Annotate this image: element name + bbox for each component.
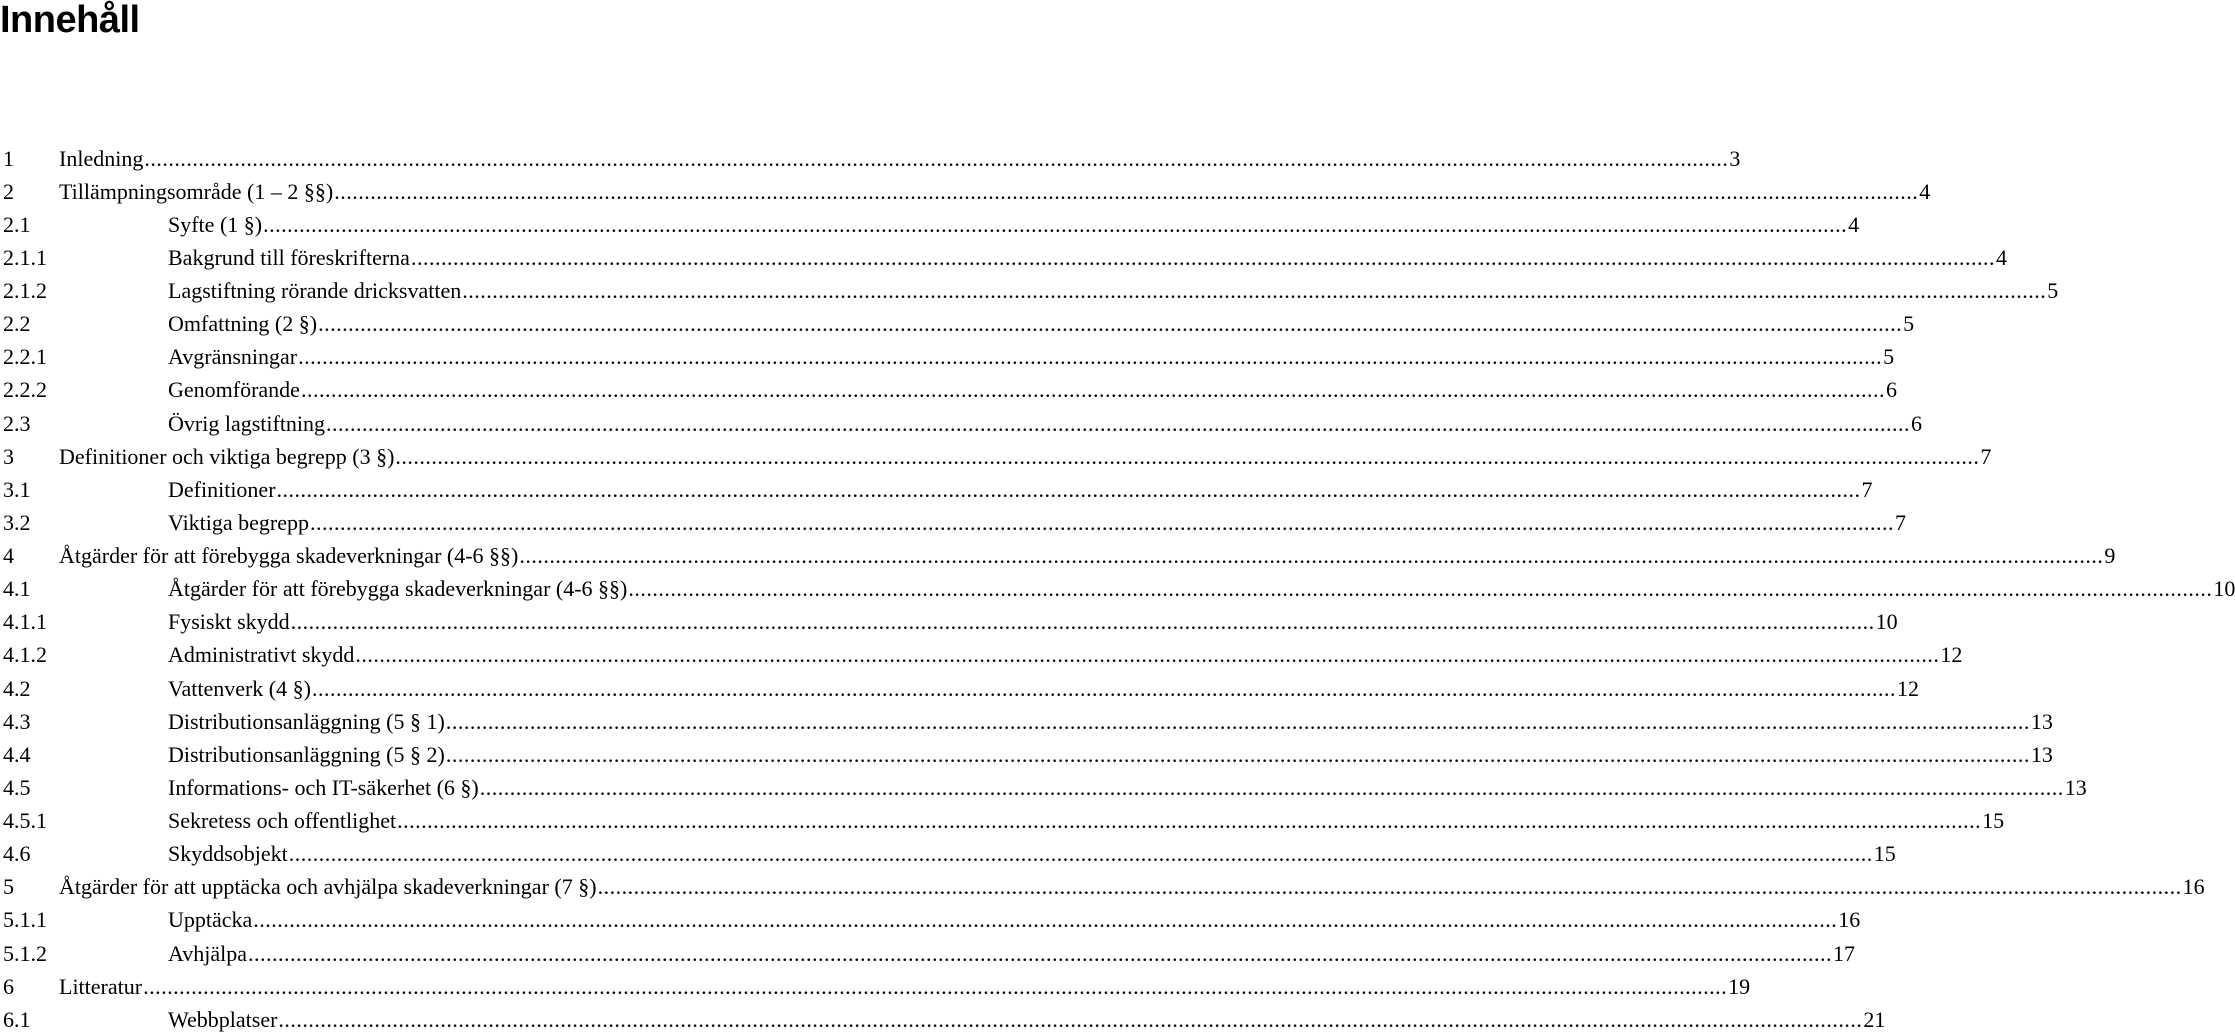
- toc-entry[interactable]: [0, 1003, 1886, 1036]
- toc-entry-page: 17: [1833, 940, 1856, 966]
- toc-entry-page: 16: [2182, 874, 2205, 900]
- toc-entry[interactable]: [0, 937, 1856, 970]
- toc-entry-page: 3: [1729, 145, 1741, 171]
- toc-entry-title: Lagstiftning rörande dricksvatten: [168, 278, 462, 304]
- toc-leader-dots: [300, 377, 1886, 403]
- toc-entry-title: Syfte (1 §): [168, 211, 263, 237]
- toc-entry-body: [168, 937, 1856, 970]
- toc-entry-body: [168, 407, 1923, 440]
- toc-entry-body: [168, 308, 1915, 341]
- toc-leader-dots: [325, 411, 1911, 437]
- toc-entry-title: Definitioner: [168, 476, 276, 502]
- toc-entry-number: 1: [3, 145, 14, 171]
- toc-entry-body: [168, 473, 1873, 506]
- toc-entry-body: [168, 573, 2235, 606]
- toc-entry-number: 5.1.1: [3, 907, 47, 933]
- toc-leader-dots: [627, 576, 2213, 602]
- toc-entry-number: 4: [3, 543, 14, 569]
- toc-entry-title: Åtgärder för att förebygga skadeverkningar (4-6 §§): [59, 543, 519, 569]
- toc-entry-title: Definitioner och viktiga begrepp (3 §): [59, 443, 395, 469]
- toc-entry-page: 4: [1919, 178, 1931, 204]
- toc-entry-page: 6: [1885, 377, 1897, 403]
- toc-entry[interactable]: [0, 374, 1897, 407]
- toc-entry[interactable]: [0, 142, 1741, 175]
- toc-entry-number: 3.2: [3, 509, 31, 535]
- toc-entry-page: 12: [1940, 642, 1963, 668]
- toc-entry-page: 4: [1995, 244, 2007, 270]
- toc-entry-title: Avhjälpa: [168, 940, 248, 966]
- toc-entry-number: 6.1: [3, 1006, 31, 1032]
- toc-entry-title: Webbplatser: [168, 1006, 278, 1032]
- toc-entry-title: Genomförande: [168, 377, 300, 403]
- toc-entry-body: [59, 142, 1741, 175]
- toc-entry-number: 4.5: [3, 774, 31, 800]
- toc-entry-body: [168, 672, 1919, 705]
- toc-entry-title: Distributionsanläggning (5 § 2): [168, 741, 445, 767]
- toc-entry[interactable]: [0, 672, 1919, 705]
- toc-entry-title: Avgränsningar: [168, 344, 298, 370]
- toc-entry[interactable]: [0, 838, 1896, 871]
- toc-entry[interactable]: [0, 738, 2053, 771]
- toc-entry[interactable]: [0, 771, 2087, 804]
- toc-leader-dots: [252, 907, 1838, 933]
- toc-entry-body: [168, 606, 1898, 639]
- toc-entry-body: [168, 639, 1963, 672]
- toc-entry-number: 5.1.2: [3, 940, 47, 966]
- toc-entry-title: Fysiskt skydd: [168, 609, 290, 635]
- toc-entry-page: 6: [1911, 410, 1923, 436]
- toc-leader-dots: [333, 179, 1919, 205]
- toc-entry[interactable]: [0, 341, 1895, 374]
- toc-entry-number: 2.3: [3, 410, 31, 436]
- toc-leader-dots: [518, 543, 2104, 569]
- toc-entry-title: Bakgrund till föreskrifterna: [168, 244, 410, 270]
- toc-leader-dots: [309, 510, 1895, 536]
- toc-entry-page: 16: [1838, 907, 1861, 933]
- toc-entry-title: Vattenverk (4 §): [168, 675, 311, 701]
- toc-entry[interactable]: [0, 705, 2053, 738]
- toc-entry-number: 2: [3, 178, 14, 204]
- toc-entry-page: 13: [2030, 708, 2053, 734]
- toc-entry-page: 7: [1980, 443, 1992, 469]
- toc-entry-body: [168, 208, 1860, 241]
- toc-leader-dots: [461, 278, 2047, 304]
- toc-leader-dots: [445, 709, 2031, 735]
- toc-leader-dots: [297, 344, 1883, 370]
- toc-entry-page: 21: [1863, 1006, 1886, 1032]
- toc-entry-page: 7: [1895, 509, 1907, 535]
- toc-entry-title: Distributionsanläggning (5 § 1): [168, 708, 445, 734]
- toc-entry-title: Litteratur: [59, 973, 143, 999]
- toc-entry[interactable]: [0, 407, 1923, 440]
- toc-entry[interactable]: [0, 540, 2116, 573]
- toc-entry-body: [168, 738, 2053, 771]
- toc-entry[interactable]: [0, 440, 1992, 473]
- toc-entry-number: 2.2.1: [3, 344, 47, 370]
- toc-entry-body: [168, 275, 2059, 308]
- toc-entry-title: Tillämpningsområde (1 – 2 §§): [59, 178, 334, 204]
- toc-entry-body: [168, 241, 2007, 274]
- toc-entry-body: [59, 440, 1992, 473]
- toc-entry-page: 5: [1883, 344, 1895, 370]
- toc-leader-dots: [354, 642, 1940, 668]
- toc-leader-dots: [311, 676, 1897, 702]
- toc-entry-body: [168, 341, 1895, 374]
- toc-entry-title: Åtgärder för att upptäcka och avhjälpa skadeverkningar (7 §): [59, 874, 597, 900]
- toc-leader-dots: [445, 742, 2031, 768]
- toc-leader-dots: [262, 212, 1848, 238]
- toc-leader-dots: [247, 941, 1833, 967]
- toc-entry[interactable]: [0, 241, 2007, 274]
- toc-entry-number: 2.1.1: [3, 244, 47, 270]
- toc-entry-number: 3.1: [3, 476, 31, 502]
- toc-entry-body: [59, 871, 2205, 904]
- toc-entry-page: 7: [1861, 476, 1873, 502]
- toc-entry-title: Omfattning (2 §): [168, 311, 318, 337]
- toc-entry[interactable]: [0, 573, 2235, 606]
- toc-entry-body: [59, 540, 2116, 573]
- toc-entry-page: 10: [2213, 576, 2235, 602]
- toc-entry[interactable]: [0, 506, 1907, 539]
- toc-entry-number: 2.1: [3, 211, 31, 237]
- toc-leader-dots: [394, 444, 1980, 470]
- toc-entry-body: [168, 705, 2053, 738]
- toc-leader-dots: [288, 841, 1874, 867]
- toc-entry-title: Sekretess och offentlighet: [168, 808, 397, 834]
- toc-entry[interactable]: [0, 208, 1860, 241]
- table-of-contents: [0, 142, 2235, 1036]
- toc-entry-number: 2.1.2: [3, 278, 47, 304]
- toc-entry-title: Upptäcka: [168, 907, 253, 933]
- toc-entry[interactable]: [0, 871, 2205, 904]
- toc-entry-body: [59, 175, 1931, 208]
- toc-leader-dots: [277, 1007, 1863, 1033]
- toc-entry-title: Övrig lagstiftning: [168, 410, 326, 436]
- toc-entry-title: Åtgärder för att förebygga skadeverkningar (4-6 §§): [168, 576, 628, 602]
- toc-leader-dots: [479, 775, 2065, 801]
- toc-entry-body: [168, 838, 1896, 871]
- page-title: Innehåll: [0, 0, 140, 41]
- toc-entry[interactable]: [0, 275, 2059, 308]
- toc-entry-page: 5: [1903, 311, 1915, 337]
- toc-entry[interactable]: [0, 970, 1751, 1003]
- toc-entry-title: Viktiga begrepp: [168, 509, 310, 535]
- toc-entry-number: 4.4: [3, 741, 31, 767]
- toc-entry-number: 2.2.2: [3, 377, 47, 403]
- toc-entry-number: 4.6: [3, 841, 31, 867]
- toc-leader-dots: [317, 311, 1903, 337]
- toc-entry[interactable]: [0, 473, 1873, 506]
- toc-entry-number: 4.5.1: [3, 808, 47, 834]
- toc-entry-number: 4.1: [3, 576, 31, 602]
- toc-entry-page: 4: [1848, 211, 1860, 237]
- toc-entry-number: 4.3: [3, 708, 31, 734]
- toc-entry-number: 5: [3, 874, 14, 900]
- toc-entry-body: [168, 506, 1907, 539]
- toc-entry-title: Administrativt skydd: [168, 642, 355, 668]
- toc-leader-dots: [143, 146, 1729, 172]
- toc-entry-title: Skyddsobjekt: [168, 841, 288, 867]
- toc-entry-body: [59, 970, 1751, 1003]
- toc-leader-dots: [290, 609, 1876, 635]
- toc-entry-number: 4.1.2: [3, 642, 47, 668]
- toc-entry-page: 9: [2104, 543, 2116, 569]
- toc-entry-body: [168, 904, 1861, 937]
- toc-entry[interactable]: [0, 639, 1963, 672]
- toc-leader-dots: [410, 245, 1996, 271]
- toc-leader-dots: [396, 808, 1982, 834]
- toc-entry-body: [168, 805, 2005, 838]
- toc-leader-dots: [597, 874, 2183, 900]
- toc-entry-number: 2.2: [3, 311, 31, 337]
- toc-entry-number: 6: [3, 973, 14, 999]
- toc-entry-number: 3: [3, 443, 14, 469]
- toc-entry[interactable]: [0, 308, 1915, 341]
- toc-entry-body: [168, 374, 1897, 407]
- toc-entry-page: 13: [2064, 774, 2087, 800]
- toc-entry[interactable]: [0, 805, 2005, 838]
- toc-entry-page: 10: [1875, 609, 1898, 635]
- toc-entry-page: 13: [2030, 741, 2053, 767]
- toc-entry[interactable]: [0, 904, 1861, 937]
- toc-entry-page: 12: [1896, 675, 1919, 701]
- toc-entry-body: [168, 771, 2087, 804]
- toc-leader-dots: [142, 974, 1728, 1000]
- toc-entry-body: [168, 1003, 1886, 1036]
- toc-entry-page: 15: [1982, 808, 2005, 834]
- toc-entry-title: Informations- och IT-säkerhet (6 §): [168, 774, 479, 800]
- toc-entry-number: 4.2: [3, 675, 31, 701]
- toc-entry-page: 5: [2047, 278, 2059, 304]
- toc-leader-dots: [276, 477, 1862, 503]
- toc-entry-number: 4.1.1: [3, 609, 47, 635]
- toc-entry-title: Inledning: [59, 145, 144, 171]
- toc-entry-page: 19: [1728, 973, 1751, 999]
- toc-entry[interactable]: [0, 175, 1931, 208]
- toc-entry-page: 15: [1873, 841, 1896, 867]
- toc-entry[interactable]: [0, 606, 1898, 639]
